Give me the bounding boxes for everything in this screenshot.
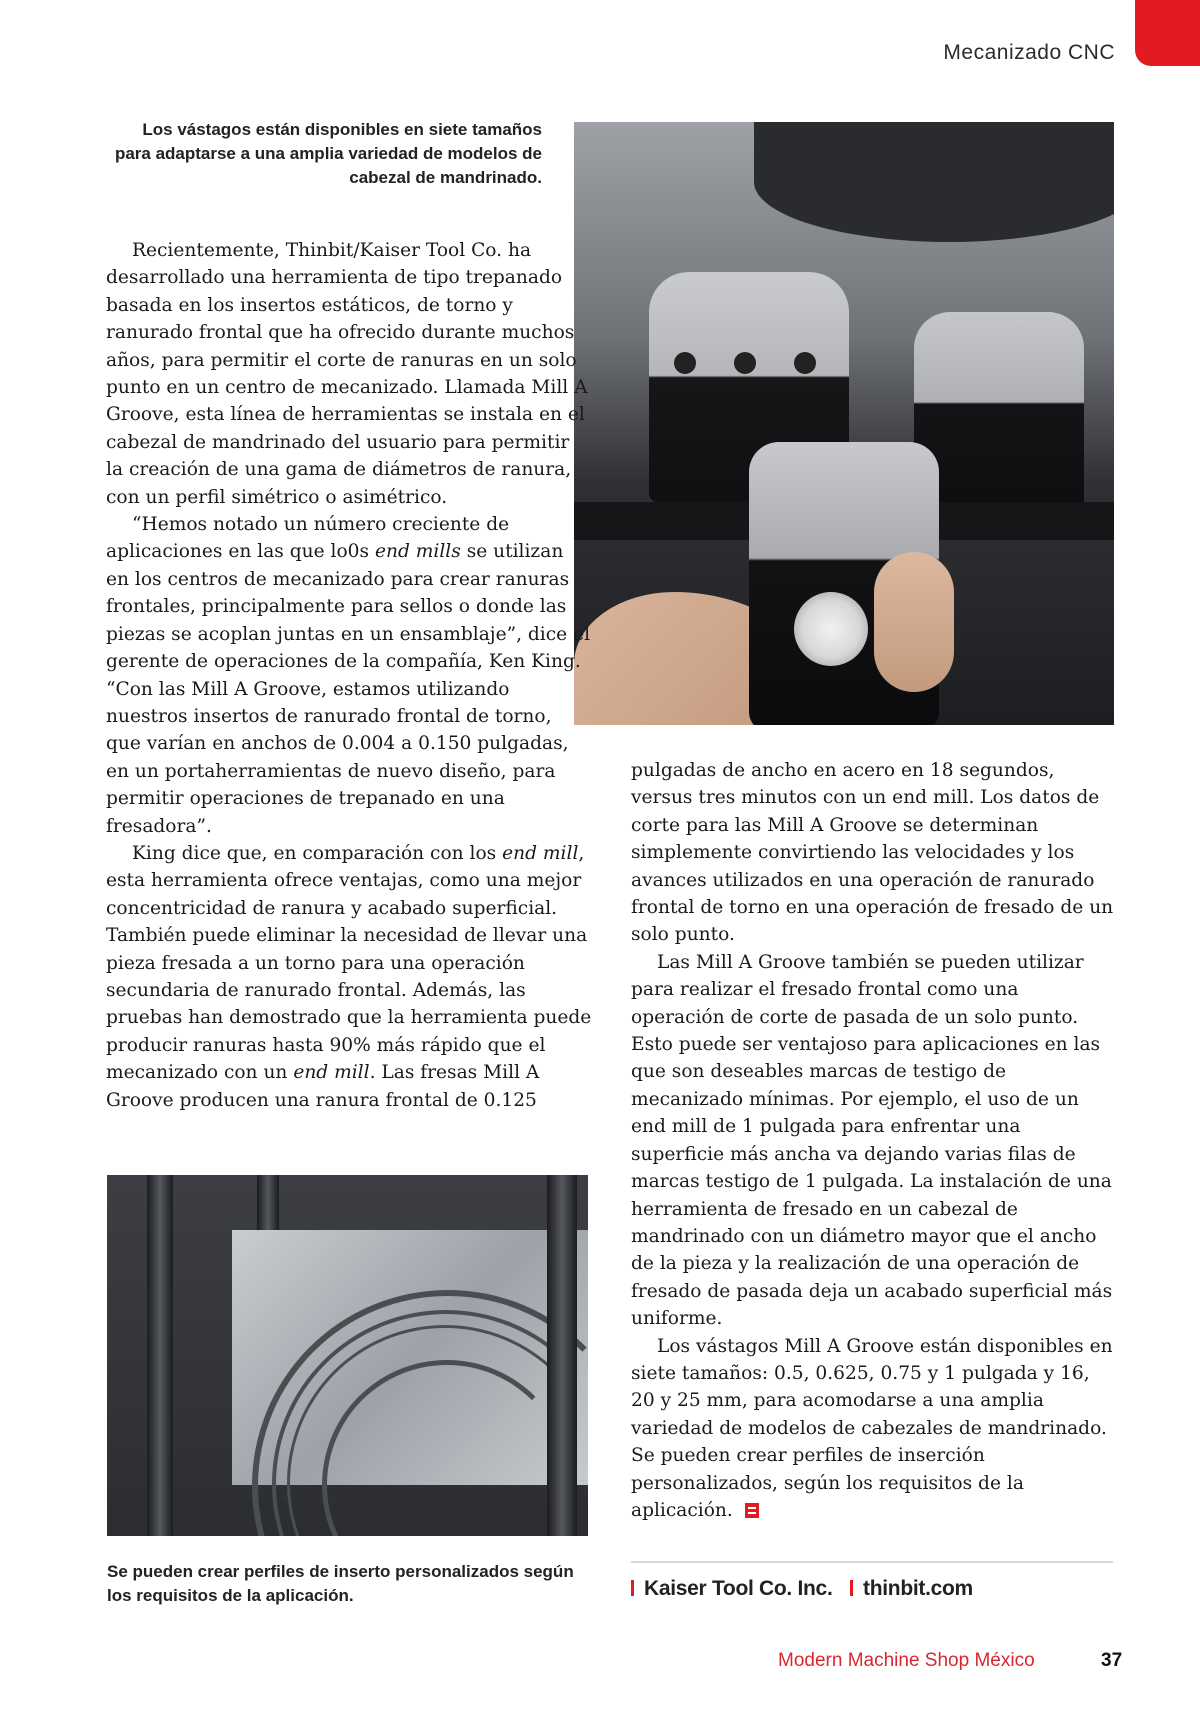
photo-hole — [674, 352, 696, 374]
article-paragraph: King dice que, en comparación con los end mill, esta herramienta ofrece ventajas, como una mejor concentricidad de ranura y acabado superficial. También puede eliminar la necesidad de llevar una pieza fresada a un torno para una operación secundaria de ranurado frontal. Además, las pruebas han demostrado que la herramienta puede producir ranuras hasta 90% más rápido que el mecanizado con un end mill. Las fresas Mill A Groove producen una ranura frontal de 0.125 — [106, 842, 592, 1111]
article-paragraph: pulgadas de ancho en acero en 18 segundos, versus tres minutos con un end mill. Los datos de corte para las Mill A Groove se determinan simplemente convirtiendo las velocidades y los avances utilizados en una operación de ranurado frontal de torno en una operación de fresado de un solo punto. — [631, 760, 1114, 946]
photo-boring-head-right — [914, 312, 1084, 512]
section-header: Mecanizado CNC — [943, 41, 1115, 64]
boring-head-photo — [574, 122, 1114, 725]
photo-tool-bar — [547, 1175, 577, 1536]
grooved-part-photo — [107, 1175, 588, 1536]
page-number: 37 — [1101, 1650, 1123, 1671]
photo-tool-bar — [147, 1175, 173, 1536]
sources-divider — [631, 1561, 1113, 1563]
article-column-left — [106, 237, 592, 1114]
article-paragraph: “Hemos notado un número creciente de aplicaciones en las que lo0s end mills se utilizan en los centros de mecanizado para crear ranuras frontales, principalmente para sellos o donde las piezas se acoplan juntas en un ensamblaje”, dice el gerente de operaciones de la compañía, Ken King. “Con las Mill A Groove, estamos utilizando nuestros insertos de ranurado frontal de torno, que varían en anchos de 0.004 a 0.150 pulgadas, en un portaherramientas de nuevo diseño, para permitir operaciones de trepanado en una fresadora”. — [106, 514, 591, 837]
article-paragraph: Recientemente, Thinbit/Kaiser Tool Co. ha desarrollado una herramienta de tipo trepanado basada en los insertos estáticos, de torno y ranurado frontal que ha ofrecido durante muchos años, para permitir el corte de ranuras en un solo punto en un centro de mecanizado. Llamada Mill A Groove, esta línea de herramientas se instala en el cabezal de mandrinado del usuario para permitir la creación de una gama de diámetros de ranura, con un perfil simétrico o asimétrico. — [106, 240, 588, 508]
photo-table — [754, 122, 1114, 242]
source-company: Kaiser Tool Co. Inc. — [644, 1577, 833, 1600]
section-tab — [1135, 0, 1200, 66]
photo-tool-bar — [257, 1175, 279, 1235]
article-column-right — [631, 757, 1117, 1524]
photo-grooved-plate — [232, 1230, 588, 1485]
source-marker — [850, 1580, 853, 1596]
photo-caption-bottom: Se pueden crear perfiles de inserto personalizados según los requisitos de la aplicación. — [107, 1562, 574, 1605]
footer-publication: Modern Machine Shop México — [778, 1650, 1035, 1671]
article-paragraph: Las Mill A Groove también se pueden utilizar para realizar el fresado frontal como una operación de corte de pasada de un solo punto. Esto puede ser ventajoso para aplicaciones en las que son deseables marcas de testigo de mecanizado mínimas. Por ejemplo, el uso de un end mill de 1 pulgada para enfrentar una superficie más ancha va dejando varias filas de marcas testigo de 1 pulgada. La instalación de una herramienta de fresado en un cabezal de mandrinado con un diámetro mayor que el ancho de la pieza y la realización de una operación de fresado de pasada deja un acabado superficial más uniforme. — [631, 951, 1113, 1330]
photo-caption-top: Los vástagos están disponibles en siete tamaños para adaptarse a una amplia variedad de modelos de cabezal de mandrinado. — [114, 120, 542, 187]
source-website[interactable]: thinbit.com — [863, 1577, 973, 1600]
photo-dial — [794, 592, 868, 666]
photo-finger — [874, 552, 954, 692]
photo-hole — [794, 352, 816, 374]
photo-hole — [734, 352, 756, 374]
article-paragraph: Los vástagos Mill A Groove están disponibles en siete tamaños: 0.5, 0.625, 0.75 y 1 pulgada y 16, 20 y 25 mm, para acomodarse a una amplia variedad de modelos de cabezales de mandrinado. Se pueden crear perfiles de inserción personalizados, según los requisitos de la aplicación. — [631, 1335, 1113, 1521]
sources — [631, 1577, 973, 1601]
source-marker — [631, 1580, 634, 1596]
article-end-icon — [745, 1503, 759, 1518]
